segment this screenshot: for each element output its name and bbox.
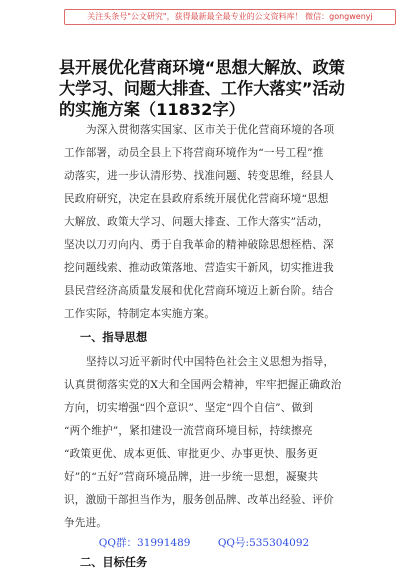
paragraph-line: 工作实际，特制定本实施方案。	[64, 308, 216, 320]
paragraph-line: 认真贯彻落实党的X大和全国两会精神，牢牢把握正确政治	[64, 379, 342, 391]
paragraph-line: “两个维护”，紧扣建设一流营商环境目标，持续擦亮	[64, 425, 313, 437]
paragraph-line: 工作部署，动员全县上下将营商环境作为“一号工程”推	[64, 147, 324, 159]
paragraph-line: 为深入贯彻落实国家、区市关于优化营商环境的各项	[86, 124, 335, 136]
promo-banner: 关注头条号"公文研究"，获得最新最全最专业的公文资料库！ 微信：gongwenyj	[64, 9, 396, 25]
paragraph-line: 县民营经济高质量发展和优化营商环境迈上新台阶。结合	[64, 285, 334, 297]
paragraph-line: 好”的“五好”营商环境品牌，进一步统一思想，凝聚共	[64, 471, 319, 483]
paragraph-line: 民政府研究，决定在县政府系统开展优化营商环境“思想	[64, 193, 329, 205]
paragraph-line: 争先进。	[64, 517, 108, 529]
section-heading: 一、指导思想	[80, 331, 148, 344]
paragraph-line: 方向，切实增强“四个意识”、坚定“四个自信”、做到	[64, 402, 314, 414]
paragraph-line: 坚决以刀刃向内、勇于自我革命的精神破除思想桎梏、深	[64, 239, 334, 251]
qq-group-text: QQ群：31991489	[98, 537, 191, 549]
paragraph-line: 挖问题线索、推动政策落地、营造实干新风，切实推进我	[64, 262, 334, 274]
title-line: 大学习、问题大排查、工作大落实”活动	[59, 79, 345, 98]
qq-number-text: QQ号:535304092	[217, 537, 310, 549]
title-line: 县开展优化营商环境“思想大解放、政策	[59, 58, 345, 77]
contact-footer	[0, 535, 408, 551]
paragraph-line: 坚持以习近平新时代中国特色社会主义思想为指导，	[86, 356, 335, 368]
document-title	[59, 57, 359, 120]
paragraph-line: 动落实，进一步认清形势、找准问题、转变思维，经县人	[64, 170, 334, 182]
section-heading: 二、目标任务	[80, 556, 148, 569]
paragraph-line: 大解放、政策大学习、问题大排查、工作大落实”活动，	[64, 216, 329, 228]
paragraph-line: 识，激励干部担当作为，服务创品牌、改革出经验、评价	[64, 494, 334, 506]
title-line: 的实施方案（11832字）	[59, 100, 245, 119]
paragraph-line: “政策更优、成本更低、审批更少、办事更快、服务更	[64, 448, 318, 460]
